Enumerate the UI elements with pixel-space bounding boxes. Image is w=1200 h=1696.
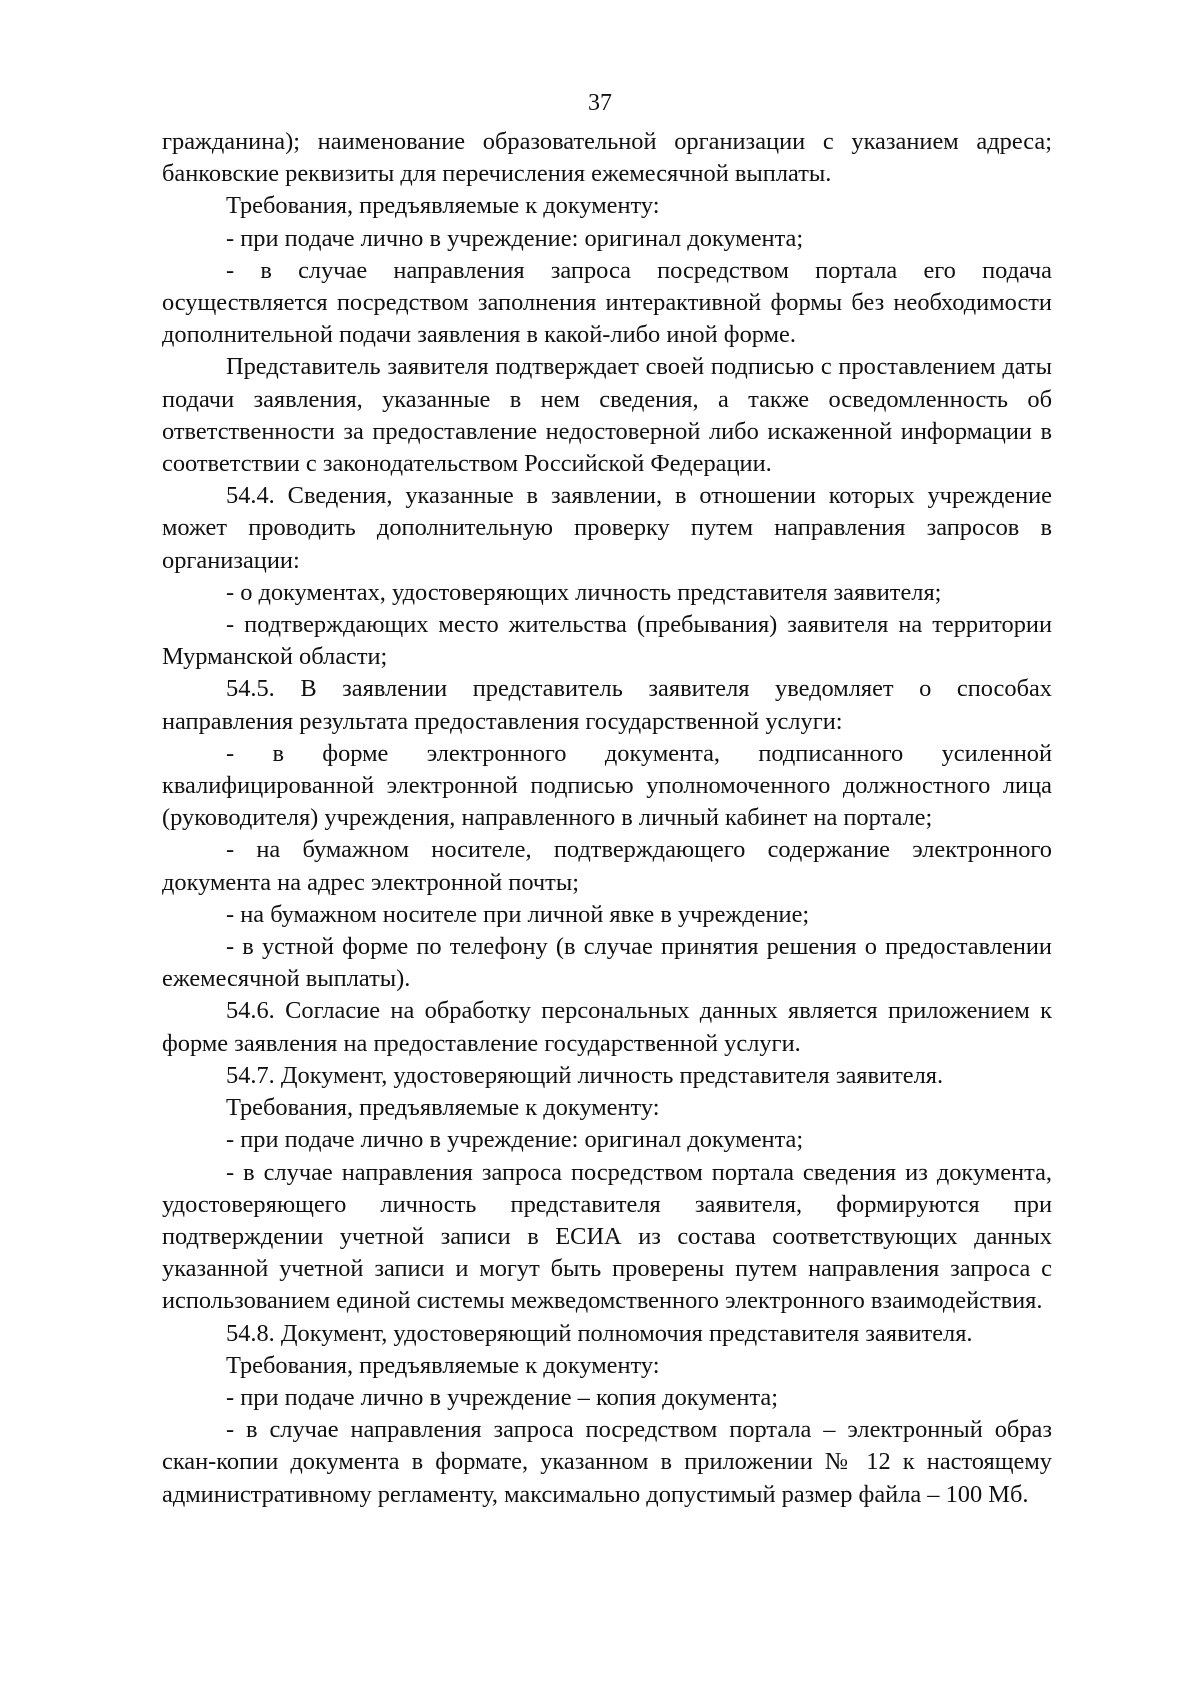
list-item: - в случае направления запроса посредством портала его подача осуществляется посредством заполнения интерактивной формы без необходимости дополнительной подачи заявления в какой-либо иной форме. bbox=[162, 256, 1052, 349]
list-item: - в форме электронного документа, подписанного усиленной квалифицированной электронной подписью уполномоченного должностного лица (руководителя) учреждения, направленного в личный кабинет на портале; bbox=[162, 739, 1052, 832]
list-item: - при подаче лично в учреждение: оригинал документа; bbox=[226, 1126, 804, 1154]
clause-54-5: 54.5. В заявлении представитель заявителя уведомляет о способах направления результата предоставления государственной услуги: bbox=[162, 675, 1052, 735]
list-item: - подтверждающих место жительства (пребывания) заявителя на территории Мурманской области; bbox=[162, 611, 1052, 671]
document-body bbox=[162, 126, 1052, 1511]
clause-54-7: 54.7. Документ, удостоверяющий личность представителя заявителя. bbox=[226, 1061, 944, 1089]
clause-54-8: 54.8. Документ, удостоверяющий полномочия представителя заявителя. bbox=[226, 1319, 973, 1347]
list-item: - о документах, удостоверяющих личность представителя заявителя; bbox=[226, 578, 942, 606]
page-number: 37 bbox=[588, 90, 612, 116]
paragraph-requirements-heading: Требования, предъявляемые к документу: bbox=[226, 1351, 660, 1379]
list-item: - в случае направления запроса посредством портала – электронный образ скан-копии документа в формате, указанном в приложении № 12 к настоящему административному регламенту, максимально допустимый размер файла – 100 Мб. bbox=[162, 1416, 1052, 1508]
paragraph-continuation: гражданина); наименование образовательной организации с указанием адреса; банковские реквизиты для перечисления ежемесячной выплаты. bbox=[162, 128, 1052, 188]
list-item: - на бумажном носителе при личной явке в учреждение; bbox=[226, 900, 810, 928]
paragraph-requirements-heading: Требования, предъявляемые к документу: bbox=[226, 192, 660, 220]
list-item: - при подаче лично в учреждение: оригинал документа; bbox=[226, 224, 804, 252]
clause-54-6: 54.6. Согласие на обработку персональных данных является приложением к форме заявления на предоставление государственной услуги. bbox=[162, 997, 1052, 1057]
paragraph: Представитель заявителя подтверждает своей подписью с проставлением даты подачи заявления, указанные в нем сведения, а также осведомленность об ответственности за предоставление недостоверной либо искаженной информации в соответствии с законодательством Российской Федерации. bbox=[162, 353, 1052, 478]
list-item: - на бумажном носителе, подтверждающего содержание электронного документа на адрес электронной почты; bbox=[162, 836, 1052, 896]
list-item: - в устной форме по телефону (в случае принятия решения о предоставлении ежемесячной выплаты). bbox=[162, 933, 1052, 993]
list-item: - в случае направления запроса посредством портала сведения из документа, удостоверяющего личность представителя заявителя, формируются при подтверждении учетной записи в ЕСИА из состава соответствующих данных указанной учетной записи и могут быть проверены путем направления запроса с использованием единой системы межведомственного электронного взаимодействия. bbox=[162, 1158, 1052, 1315]
clause-54-4: 54.4. Сведения, указанные в заявлении, в отношении которых учреждение может проводить дополнительную проверку путем направления запросов в организации: bbox=[162, 482, 1052, 574]
paragraph-requirements-heading: Требования, предъявляемые к документу: bbox=[226, 1094, 660, 1122]
list-item: - при подаче лично в учреждение – копия документа; bbox=[226, 1383, 779, 1411]
